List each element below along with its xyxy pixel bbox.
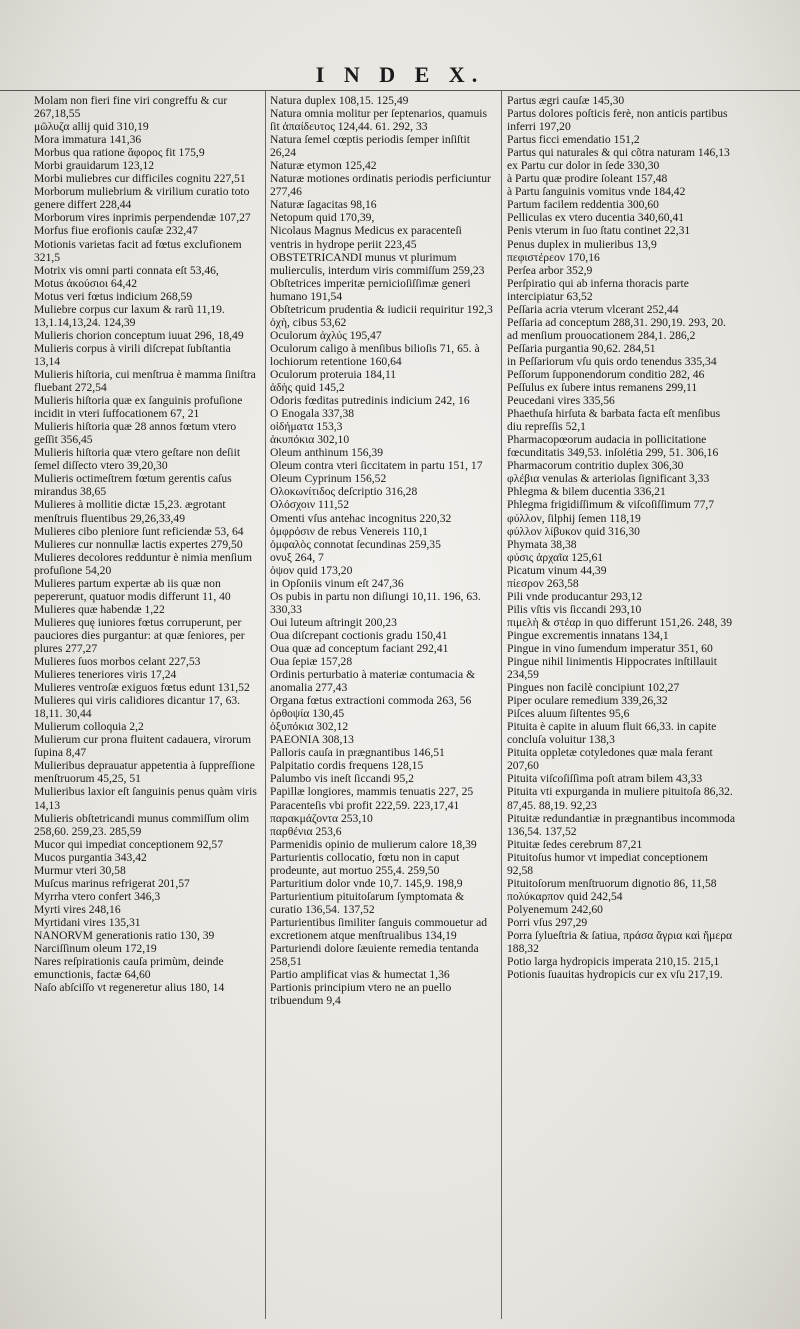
index-entry: Mulieris corpus à virili diſcrepat ſubſtantia 13,14 xyxy=(34,341,231,368)
index-entry: Mulieris obſtetricandi munus commiſſum olim 258,60. 259,23. 285,59 xyxy=(34,811,250,838)
index-entry: Partum facilem reddentia 300,60 xyxy=(507,198,659,212)
index-entry: Pituitæ redundantiæ in prægnantibus incommoda 136,54. 137,52 xyxy=(507,811,735,838)
index-entry: Peſſaria purgantia 90,62. 284,51 xyxy=(507,341,656,355)
index-entry: Pingue in vino ſumendum imperatur 351, 60 xyxy=(507,641,713,655)
index-entry: Mucos purgantia 343,42 xyxy=(34,850,147,864)
index-entry: Oua diſcrepant coctionis gradu 150,41 xyxy=(270,628,448,642)
index-entry: Oculorum proteruia 184,11 xyxy=(270,367,397,381)
index-entry: Odoris fœditas putredinis indicium 242, 16 xyxy=(270,394,470,408)
index-entry: Mulieris hiſtoria quæ ex ſanguinis profuſione incidit in vteri ſuffocationem 67, 21 xyxy=(34,394,243,421)
index-entry: Motionis varietas facit ad fœtus exclufionem 321,5 xyxy=(34,237,242,264)
index-entry: Morbi muliebres cur difficiles cognitu 227,51 xyxy=(34,172,246,186)
index-entry: Peſſulus ex ſubere intus remanens 299,11 xyxy=(507,381,698,395)
index-entry: οἰδήματα 153,3 xyxy=(270,420,343,434)
index-entry: Oculorum caligo à menſibus bilioſis 71, 65. à lochiorum retentione 160,64 xyxy=(270,341,480,368)
index-entry: Oculorum ἀχλύς 195,47 xyxy=(270,328,382,342)
index-entry: Natura ſemel cœptis periodis ſemper inſiſtit 26,24 xyxy=(270,133,470,160)
index-entry: παρακμάζοντα 253,10 xyxy=(270,811,373,825)
index-entry: Naturæ etymon 125,42 xyxy=(270,159,377,173)
index-entry: Parturientium pituitoſarum ſymptomata & curatio 136,54. 137,52 xyxy=(270,889,465,916)
index-entry: Pharmacorum contritio duplex 306,30 xyxy=(507,459,684,473)
index-entry: Mulieres quę iuniores fœtus corruperunt, per pauciores dies purgantur: at quæ ſeniores, per plures 277,27 xyxy=(34,615,245,655)
index-entry: Phlegma frigidiſſimum & viſcoſiſſimum 77,7 xyxy=(507,498,715,512)
index-entry: Ολοκωνίτιδος deſcriptio 316,28 xyxy=(270,485,418,499)
index-entry: Myrti vires 248,16 xyxy=(34,902,121,916)
index-entry: Oleum contra vteri ſiccitatem in partu 151, 17 xyxy=(270,459,483,473)
index-entry: ὀξυπόκια 302,12 xyxy=(270,720,349,734)
index-entry: Piper oculare remedium 339,26,32 xyxy=(507,694,668,708)
index-entry: ἀκυπόκια 302,10 xyxy=(270,433,350,447)
index-column-3 xyxy=(507,94,735,1319)
index-entry: Phaethuſa hirſuta & barbata facta eſt menſibus diu repreſſis 52,1 xyxy=(507,407,721,434)
index-column-2 xyxy=(270,94,494,1319)
index-entry: Partus qui naturales & qui cõtra naturam 146,13 xyxy=(507,146,730,160)
index-entry: Palpitatio cordis frequens 128,15 xyxy=(270,759,424,773)
index-entry: Morbi grauidarum 123,12 xyxy=(34,159,155,173)
index-entry: Potionis ſuauitas hydropicis cur ex vſu 217,19. xyxy=(507,968,723,982)
index-entry: ὀμφρόσιν de rebus Venereis 110,1 xyxy=(270,524,428,538)
index-entry: φύλλον λίβυκον quid 316,30 xyxy=(507,524,640,538)
index-entry: à Partu quæ prodire ſoleant 157,48 xyxy=(507,172,668,186)
index-entry: Mulieres partum expertæ ab iis quæ non pepererunt, quatuor modis differunt 11, 40 xyxy=(34,576,231,603)
index-entry: Parturitium dolor vnde 10,7. 145,9. 198,9 xyxy=(270,876,463,890)
index-entry: Obſtetrices imperitæ pernicioſiſſimæ generi humano 191,54 xyxy=(270,276,471,303)
index-entry: Mulieres quæ habendæ 1,22 xyxy=(34,602,165,616)
index-entry: Omenti vſus antehac incognitus 220,32 xyxy=(270,511,452,525)
index-entry: OBSTETRICANDI munus vt plurimum mulierculis, interdum viris commiſſum 259,23 xyxy=(270,250,485,277)
index-entry: Parmenidis opinio de mulierum calore 18,39 xyxy=(270,837,477,851)
index-entry: ἀδὴς quid 145,2 xyxy=(270,381,345,395)
index-entry: Porra ſylueſtria & ſatiua, πράσα ἄγρια καὶ ἥμερα 188,32 xyxy=(507,929,733,956)
index-entry: Mulierum cur prona fluitent cadauera, virorum ſupina 8,47 xyxy=(34,733,251,760)
index-entry: ὀμφαλὸς connotat ſecundinas 259,35 xyxy=(270,537,441,551)
index-entry: Narciſſinum oleum 172,19 xyxy=(34,942,157,956)
index-entry: Peucedani vires 335,56 xyxy=(507,394,615,408)
index-entry: Mulieres cur nonnullæ lactis expertes 279,50 xyxy=(34,537,243,551)
index-entry: Myrrha vtero confert 346,3 xyxy=(34,889,161,903)
index-entry: Morfus fiue erofionis cauſæ 232,47 xyxy=(34,224,198,238)
index-entry: Morborum vires inprimis perpendendæ 107,27 xyxy=(34,211,251,225)
index-entry: Paracenteſis vbi profit 222,59. 223,17,41 xyxy=(270,798,460,812)
index-entry: Peſſaria acria vterum vlcerant 252,44 xyxy=(507,302,679,316)
index-entry: Oleum anthinum 156,39 xyxy=(270,446,384,460)
index-entry: Pituita viſcoſiſſima poſt atram bilem 43,33 xyxy=(507,772,703,786)
index-entry: Nares reſpirationis cauſa primùm, deinde emunctionis, factæ 64,60 xyxy=(34,955,224,982)
index-entry: Parturientibus ſimiliter ſanguis commouetur ad excretionem atque menſtrualibus 134,19 xyxy=(270,915,488,942)
index-entry: ὀχὴ, cibus 53,62 xyxy=(270,315,347,329)
index-entry: Os pubis in partu non diſiungi 10,11. 196, 63. 330,33 xyxy=(270,589,481,616)
index-entry: Netopum quid 170,39, xyxy=(270,211,375,225)
index-entry: Naſo abſciſſo vt regeneretur alius 180, 14 xyxy=(34,981,225,995)
index-entry: Motus ἀκούσιοι 64,42 xyxy=(34,276,138,290)
index-entry: Naturæ ſagacitas 98,16 xyxy=(270,198,377,212)
index-entry: Potio larga hydropicis imperata 210,15. 215,1 xyxy=(507,955,720,969)
index-entry: Motrix vis omni parti connata eſt 53,46, xyxy=(34,263,219,277)
index-entry: Ολόσχοιν 111,52 xyxy=(270,498,350,512)
index-entry: ονυξ 264, 7 xyxy=(270,550,324,564)
index-entry: Murmur vteri 30,58 xyxy=(34,863,126,877)
index-entry: Mulieres cibo pleniore ſunt reficiendæ 53, 64 xyxy=(34,524,244,538)
index-entry: Natura duplex 108,15. 125,49 xyxy=(270,94,409,107)
column-divider-2 xyxy=(501,90,502,1319)
index-entry: Piſces aluum ſiſtentes 95,6 xyxy=(507,707,630,721)
index-entry: Pituita vti expurganda in muliere pituitoſa 86,32. 87,45. 88,19. 92,23 xyxy=(507,785,733,812)
index-entry: Mulieris chorion conceptum iuuat 296, 18,49 xyxy=(34,328,244,342)
index-entry: φλέβια venulas & arteriolas ſignificant 3,33 xyxy=(507,472,710,486)
index-entry: Partus dolores poſticis ferè, non anticis partibus inferri 197,20 xyxy=(507,107,728,134)
index-entry: Peſſaria ad conceptum 288,31. 290,19. 293, 20. ad menſium prouocationem 284,1. 286,2 xyxy=(507,315,726,342)
index-entry: Oleum Cyprinum 156,52 xyxy=(270,472,387,486)
index-entry: Oui luteum aſtringit 200,23 xyxy=(270,615,397,629)
index-entry: Pituitoſorum menſtruorum dignotio 86, 11,58 xyxy=(507,876,717,890)
index-entry: Oua ſepiæ 157,28 xyxy=(270,655,353,669)
index-entry: Muſcus marinus refrigerat 201,57 xyxy=(34,876,190,890)
index-entry: Mora immatura 141,36 xyxy=(34,133,142,147)
index-entry: Pingue excrementis innatans 134,1 xyxy=(507,628,669,642)
index-entry: Obſtetricum prudentia & iudicii requiritur 192,3 xyxy=(270,302,493,316)
index-entry: in Peſſariorum vſu quis ordo tenendus 335,34 xyxy=(507,354,717,368)
index-entry: Partionis principium vtero ne an puello tribuendum 9,4 xyxy=(270,981,452,1008)
index-entry: Polyenemum 242,60 xyxy=(507,902,603,916)
index-entry: ὀρθοψία 130,45 xyxy=(270,707,345,721)
index-entry: Ordinis perturbatio à materiæ contumacia & anomalia 277,43 xyxy=(270,668,476,695)
index-entry: Pelliculas ex vtero ducentia 340,60,41 xyxy=(507,211,685,225)
header-rule xyxy=(0,90,800,91)
index-entry: Papillæ longiores, mammis tenuatis 227, 25 xyxy=(270,785,474,799)
index-entry: Naturæ motiones ordinatis periodis perficiuntur 277,46 xyxy=(270,172,491,199)
index-entry: Pituitoſus humor vt impediat conceptionem 92,58 xyxy=(507,850,708,877)
index-entry: Mulieres ventroſæ exiguos fœtus edunt 131,52 xyxy=(34,681,250,695)
index-entry: Picatum vinum 44,39 xyxy=(507,563,607,577)
index-entry: Pituita oppletæ cotyledones quæ mala ferant 207,60 xyxy=(507,746,713,773)
index-entry: Mulieres ſuos morbos celant 227,53 xyxy=(34,655,201,669)
index-entry: φύλλον, ſilphij ſemen 118,19 xyxy=(507,511,641,525)
index-entry: Pituitæ ſedes cerebrum 87,21 xyxy=(507,837,643,851)
index-entry: Partus ficci emendatio 151,2 xyxy=(507,133,640,147)
index-column-1 xyxy=(34,94,259,1319)
index-entry: Pili vnde producantur 293,12 xyxy=(507,589,643,603)
page-header-index: I N D E X. xyxy=(315,62,485,87)
index-entry: Natura omnia molitur per ſeptenarios, quamuis ſit ἀπαίδευτος 124,44. 61. 292, 33 xyxy=(270,107,488,134)
index-entry: Motus veri fœtus indicium 268,59 xyxy=(34,289,193,303)
index-entry: Phymata 38,38 xyxy=(507,537,577,551)
index-entry: Partus ægri cauſæ 145,30 xyxy=(507,94,625,107)
index-entry: πιμελὴ & στέαρ in quo differunt 151,26. 248, 39 xyxy=(507,615,733,629)
index-entry: Mulieres teneriores viris 17,24 xyxy=(34,668,177,682)
index-entry: NANORVM generationis ratio 130, 39 xyxy=(34,929,215,942)
index-entry: μῶλυζα allij quid 310,19 xyxy=(34,120,149,134)
index-entry: Partio amplificat vias & humectat 1,36 xyxy=(270,968,450,982)
index-entry: ex Partu cur dolor in ſede 330,30 xyxy=(507,159,660,173)
index-entry: Mulieribus laxior eſt ſanguinis penus quàm viris 14,13 xyxy=(34,785,257,812)
index-entry: Mulieres à mollitie dictæ 15,23. ægrotant menſtruis fluentibus 29,26,33,49 xyxy=(34,498,226,525)
index-entry: Morborum muliebrium & virilium curatio toto genere differt 228,44 xyxy=(34,185,250,212)
index-entry: Perſea arbor 352,9 xyxy=(507,263,593,277)
index-entry: Mulieris hiſtoria, cui menſtrua è mamma ſiniſtra fluebant 272,54 xyxy=(34,367,256,395)
index-entry: Pingue nihil linimentis Hippocrates inſtillauit 234,59 xyxy=(507,655,717,682)
index-entry: Mulieris hiſtoria quæ vtero geſtare non deſiit ſemel diſſecto vtero 39,20,30 xyxy=(34,446,241,473)
index-entry: Penus duplex in mulieribus 13,9 xyxy=(507,237,657,251)
index-entry: Molam non fieri fine viri congreffu & cur 267,18,55 xyxy=(34,94,228,121)
index-entry: φύσις ἀρχαῖα 125,61 xyxy=(507,550,604,564)
index-entry: Organa fœtus extractioni commoda 263, 56 xyxy=(270,694,472,708)
index-entry: Muliebre corpus cur laxum & rarũ 11,19. 13,1.14,13,24. 124,39 xyxy=(34,302,225,329)
index-entry: Peſſorum ſupponendorum conditio 282, 46 xyxy=(507,367,705,381)
index-entry: ὀψον quid 173,20 xyxy=(270,563,353,577)
index-entry: Palumbo vis ineſt ſiccandi 95,2 xyxy=(270,772,414,786)
index-entry: Mulierum colloquia 2,2 xyxy=(34,720,144,734)
index-entry: Pituita è capite in aluum fluit 66,33. in capite concluſa voluitur 138,3 xyxy=(507,720,717,747)
index-entry: à Partu ſanguinis vomitus vnde 184,42 xyxy=(507,185,686,199)
index-entry: πολύκαρπον quid 242,54 xyxy=(507,889,623,903)
index-entry: Palloris cauſa in prægnantibus 146,51 xyxy=(270,746,445,760)
index-entry: O Enogala 337,38 xyxy=(270,407,355,421)
index-entry: Mulieris hiſtoria quæ 28 annos fœtum vtero geſſit 356,45 xyxy=(34,420,237,447)
index-entry: Oua quæ ad conceptum faciant 292,41 xyxy=(270,641,449,655)
index-entry: PAEONIA 308,13 xyxy=(270,733,354,747)
index-entry: Mulieribus deprauatur appetentia à ſuppreſſione menſtruorum 45,25, 51 xyxy=(34,759,255,786)
index-entry: Pharmacopœorum audacia in pollicitatione fœcunditatis 349,53. inſolétia 299, 51. 306,16 xyxy=(507,433,719,460)
index-entry: Morbus qua ratione ἄφορος fit 175,9 xyxy=(34,146,205,160)
index-entry: Phlegma & bilem ducentia 336,21 xyxy=(507,485,666,499)
index-entry: Penis vterum in ſuo ſtatu continet 22,31 xyxy=(507,224,691,238)
index-entry: Myrtidani vires 135,31 xyxy=(34,915,141,929)
column-divider-1 xyxy=(265,90,266,1319)
index-entry: Pingues non facilè concipiunt 102,27 xyxy=(507,681,680,695)
index-entry: Pilis vſtis vis ſiccandi 293,10 xyxy=(507,602,642,616)
index-entry: πεφιστέρεον 170,16 xyxy=(507,250,600,264)
index-entry: Perſpiratio qui ab inferna thoracis parte intercipiatur 63,52 xyxy=(507,276,689,303)
index-entry: πίεσρον 263,58 xyxy=(507,576,579,590)
index-entry: Mulieres decolores redduntur è nimia menſium profuſione 54,20 xyxy=(34,550,252,577)
index-entry: Nicolaus Magnus Medicus ex paracenteſi ventris in hydrope periit 223,45 xyxy=(270,224,462,251)
index-entry: Mucor qui impediat conceptionem 92,57 xyxy=(34,837,223,851)
index-entry: Mulieris octimeſtrem fœtum gerentis caſus mirandus 38,65 xyxy=(34,472,232,499)
index-entry: Parturientis collocatio, fœtu non in caput prodeunte, aut mortuo 255,4. 259,50 xyxy=(270,850,460,877)
index-entry: Parturiendi dolore ſæuiente remedia tentanda 258,51 xyxy=(270,942,479,969)
index-entry: παρθένια 253,6 xyxy=(270,824,342,838)
index-entry: in Opſoniis vinum eſt 247,36 xyxy=(270,576,404,590)
index-entry: Porri vſus 297,29 xyxy=(507,915,588,929)
index-entry: Mulieres qui viris calidiores dicantur 17, 63. 18,11. 30,44 xyxy=(34,694,241,721)
